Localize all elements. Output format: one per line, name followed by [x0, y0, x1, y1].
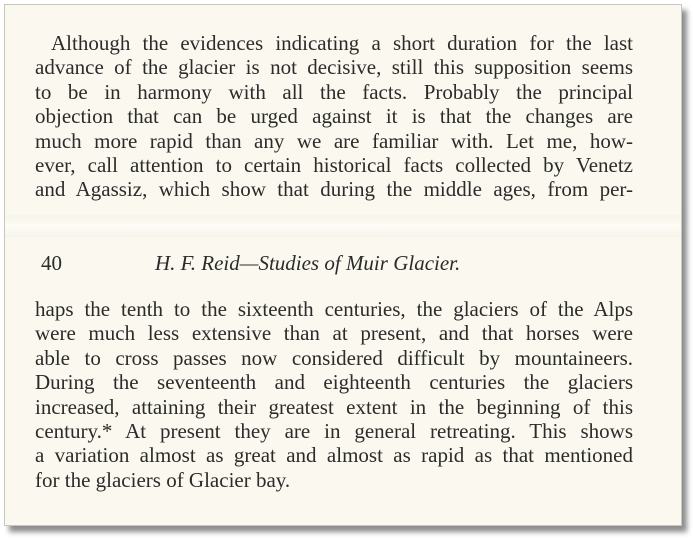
text-line: century.* At present they are in general retreating. This shows	[35, 419, 633, 444]
document-frame	[4, 4, 682, 526]
text-line: to be in harmony with all the facts. Probably the principal	[35, 79, 633, 104]
text-line: much more rapid than any we are familiar with. Let me, how-	[35, 128, 633, 153]
text-line: During the seventeenth and eighteenth centuries the glaciers	[35, 370, 633, 395]
page-bottom-section	[5, 237, 681, 525]
paragraph-top	[35, 31, 633, 202]
page-break	[5, 215, 681, 237]
page-number: 40	[41, 251, 62, 275]
text-line: a variation almost as great and almost as rapid as that mentioned	[35, 443, 633, 468]
text-line: were much less extensive than at present, and that horses were	[35, 321, 633, 346]
text-line: objection that can be urged against it is that the changes are	[35, 104, 633, 129]
running-title: H. F. Reid—Studies of Muir Glacier.	[155, 251, 461, 275]
text-line: haps the tenth to the sixteenth centuries, the glaciers of the Alps	[35, 297, 633, 321]
text-line: advance of the glacier is not decisive, still this supposition seems	[35, 55, 633, 80]
paragraph-bottom	[35, 297, 633, 492]
text-line: and Agassiz, which show that during the middle ages, from per-	[35, 177, 633, 202]
text-line: Although the evidences indicating a short duration for the last	[51, 31, 633, 55]
page-top-section	[5, 5, 681, 215]
text-line: increased, attaining their greatest extent in the beginning of this	[35, 394, 633, 419]
text-line: for the glaciers of Glacier bay.	[35, 467, 291, 492]
text-line: ever, call attention to certain historical facts collected by Venetz	[35, 153, 633, 178]
text-line: able to cross passes now considered difficult by mountaineers.	[35, 345, 633, 370]
running-head	[41, 251, 641, 277]
